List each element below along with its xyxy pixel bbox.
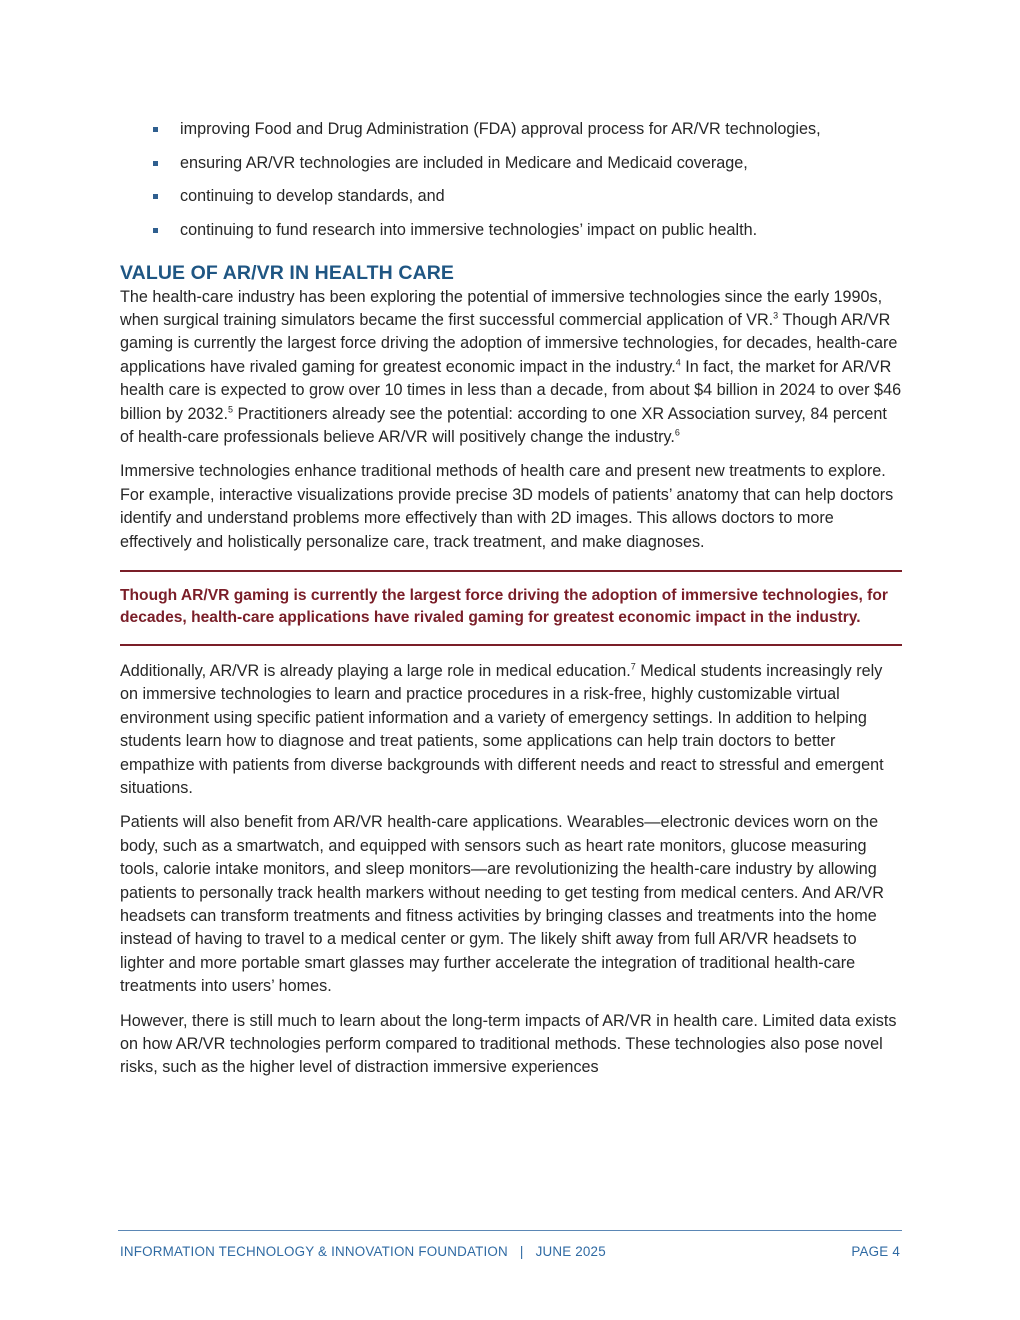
footnote-ref[interactable]: 3 xyxy=(773,310,779,321)
footnote-ref[interactable]: 5 xyxy=(228,404,234,415)
list-item-text: ensuring AR/VR technologies are included in Medicare and Medicaid coverage, xyxy=(180,153,748,172)
footer-separator: | xyxy=(519,1244,524,1259)
footer-divider xyxy=(118,1230,902,1231)
list-item-text: continuing to fund research into immersive technologies’ impact on public health. xyxy=(180,220,758,239)
bullet-square-icon xyxy=(153,127,158,132)
footer-date: JUNE 2025 xyxy=(535,1244,606,1259)
page-number: PAGE 4 xyxy=(851,1244,900,1259)
list-item-text: continuing to develop standards, and xyxy=(180,187,445,205)
paragraph-risks: However, there is still much to learn about the long-term impacts of AR/VR in health care. Limited data exists on how AR/VR technologies perform compared to traditional methods. These technologies also pose novel risks, such as the higher level of distraction immersive experiences xyxy=(120,1011,897,1077)
list-item xyxy=(120,118,902,140)
recommendation-list xyxy=(120,118,902,241)
text-run: The health-care industry has been exploring the potential of immersive technologies since the early 1990s, when surgical training simulators became the first successful commercial application of VR. xyxy=(120,287,883,329)
text-run: Medical students increasingly rely on immersive technologies to learn and practice procedures in a risk-free, highly customizable virtual environment using specific patient information and a variety of emergency settings. In addition to helping students learn how to diagnose and treat patients, some applications can help train doctors to better empathize with patients from diverse backgrounds with different needs and react to stressful and emergent situations. xyxy=(120,661,884,797)
pull-quote: Though AR/VR gaming is currently the largest force driving the adoption of immersive technologies, for decades, health-care applications have rivaled gaming for greatest economic impact in the industry. xyxy=(120,570,902,646)
footnote-ref[interactable]: 6 xyxy=(674,427,680,438)
list-item xyxy=(120,185,902,207)
text-run: Though AR/VR gaming is currently the largest force driving the adoption of immersive technologies, for decades, health-care applications have rivaled gaming for greatest economic impact in the industry. xyxy=(120,310,898,376)
paragraph-education xyxy=(120,660,902,800)
paragraph-intro xyxy=(120,286,902,450)
bullet-square-icon xyxy=(153,228,158,233)
paragraph-immersive: Immersive technologies enhance traditional methods of health care and present new treatments to explore. For example, interactive visualizations provide precise 3D models of patients’ anatomy that can help doctors identify and understand problems more effectively than with 2D images. This allows doctors to more effectively and holistically personalize care, track treatment, and make diagnoses. xyxy=(120,462,894,551)
page-content xyxy=(120,118,902,1091)
footnote-ref[interactable]: 7 xyxy=(630,661,636,672)
text-run: In fact, the market for AR/VR health care is expected to grow over 10 times in less than a decade, from about $4 billion in 2024 to over $46 billion by 2032. xyxy=(120,357,902,423)
footnote-ref[interactable]: 4 xyxy=(675,357,681,368)
footer-left xyxy=(120,1243,606,1261)
section-heading: VALUE OF AR/VR IN HEALTH CARE xyxy=(120,261,455,284)
bullet-square-icon xyxy=(153,161,158,166)
list-item xyxy=(120,219,902,241)
list-item xyxy=(120,152,902,174)
footer-org: INFORMATION TECHNOLOGY & INNOVATION FOUNDATION xyxy=(120,1244,508,1259)
list-item-text: improving Food and Drug Administration (FDA) approval process for AR/VR technologies, xyxy=(180,120,821,138)
text-run: Practitioners already see the potential: according to one XR Association survey, 84 percent of health-care professionals believe AR/VR will positively change the industry. xyxy=(120,404,887,446)
text-run: Additionally, AR/VR is already playing a large role in medical education. xyxy=(120,661,631,680)
paragraph-patients: Patients will also benefit from AR/VR health-care applications. Wearables—electronic devices worn on the body, such as a smartwatch, and equipped with sensors such as heart rate monitors, glucose measuring tools, calorie intake monitors, and sleep monitors—are revolutionizing the health-care industry by allowing patients to personally track health markers without needing to get testing from medical centers. And AR/VR headsets can transform treatments and fitness activities by bringing classes and treatments into the home instead of having to travel to a medical center or gym. The likely shift away from full AR/VR headsets to lighter and more portable smart glasses may further accelerate the integration of traditional health-care treatments into users’ homes. xyxy=(120,813,884,996)
bullet-square-icon xyxy=(153,194,158,199)
